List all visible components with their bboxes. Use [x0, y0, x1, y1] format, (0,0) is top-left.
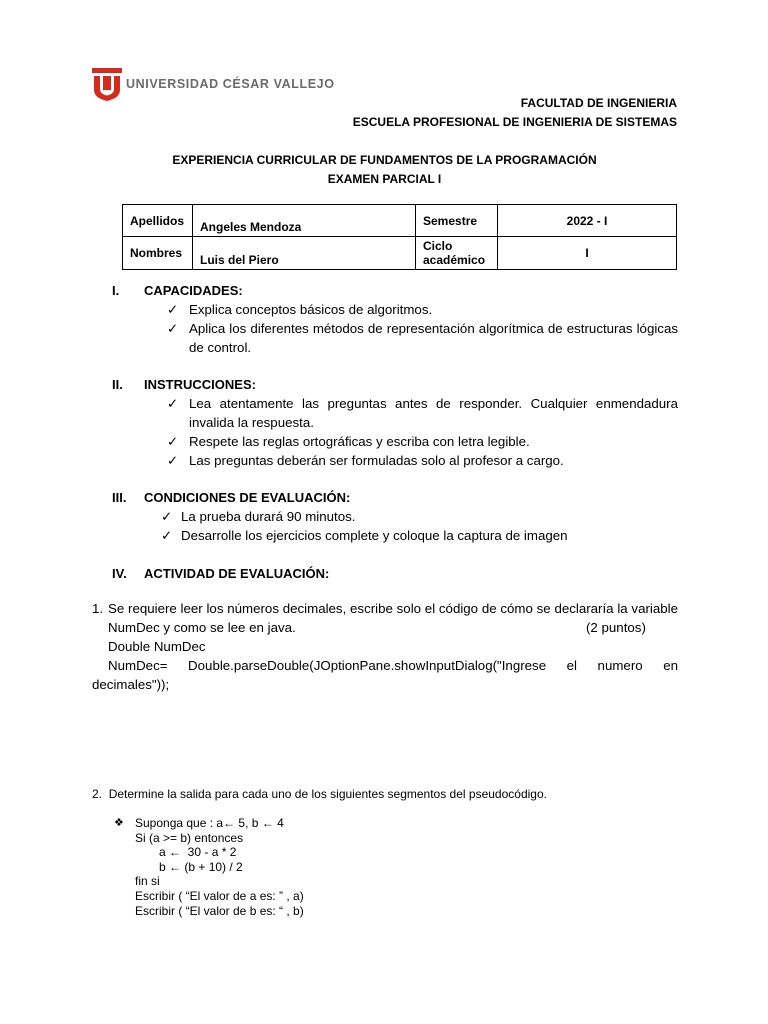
code-line: Si (a >= b) entonces	[135, 830, 244, 845]
apellidos-label: Apellidos	[123, 205, 193, 237]
apellidos-value: Angeles Mendoza	[193, 205, 416, 237]
list-item: ✓ La prueba durará 90 minutos.	[161, 509, 356, 524]
question-number: 1.	[92, 601, 104, 616]
semestre-label: Semestre	[416, 205, 498, 237]
checkmark-icon: ✓	[167, 302, 179, 317]
answer-line-1: Double NumDec	[108, 639, 206, 654]
section-heading: III. CONDICIONES DE EVALUACIÓN:	[112, 490, 351, 505]
section-heading: IV. ACTIVIDAD DE EVALUACIÓN:	[112, 566, 330, 581]
checkmark-icon: ✓	[167, 434, 179, 449]
code-line: fin si	[135, 874, 160, 889]
student-info-table	[122, 204, 677, 270]
checkmark-icon: ✓	[161, 509, 173, 524]
diamond-bullet-icon: ❖	[114, 817, 124, 829]
nombres-value: Luis del Piero	[193, 237, 416, 270]
code-line: Suponga que : a← 5, b ← 4	[135, 816, 284, 830]
code-line: Escribir ( “El valor de b es: “ , b)	[135, 903, 304, 918]
list-item: ✓ Aplica los diferentes métodos de representación algorítmica de estructuras lógicas de control.	[167, 321, 678, 355]
faculty-title: FACULTAD DE INGENIERIA	[520, 96, 677, 110]
ciclo-label: Ciclo académico	[416, 237, 498, 270]
nombres-label: Nombres	[123, 237, 193, 270]
question-text: Se requiere leer los números decimales, escribe solo el código de cómo se declararía la variable NumDec y como se lee en java.	[108, 601, 678, 635]
ciclo-value: I	[498, 237, 677, 270]
list-item: ✓ Desarrolle los ejercicios complete y coloque la captura de imagen	[161, 528, 568, 543]
checkmark-icon: ✓	[167, 453, 179, 468]
question-2	[92, 787, 547, 801]
table-row	[123, 237, 677, 270]
exam-title: EXAMEN PARCIAL I	[327, 172, 442, 186]
code-line: Escribir ( “El valor de a es: ” , a)	[135, 888, 304, 903]
list-item: ✓ Lea atentamente las preguntas antes de responder. Cualquier enmendadura invalida la respuesta.	[167, 396, 678, 430]
school-title: ESCUELA PROFESIONAL DE INGENIERIA DE SISTEMAS	[352, 115, 677, 129]
section-heading: I. CAPACIDADES:	[112, 283, 243, 298]
list-item: ✓ Las preguntas deberán ser formuladas solo al profesor a cargo.	[167, 453, 564, 468]
question-number: 2.	[92, 787, 103, 801]
code-line: a ← 30 - a * 2	[159, 845, 237, 860]
university-name: UNIVERSIDAD CÉSAR VALLEJO	[126, 77, 335, 91]
table-row	[123, 205, 677, 237]
ucv-shield-icon	[92, 68, 122, 102]
pseudocode-block	[135, 816, 304, 918]
checkmark-icon: ✓	[167, 321, 179, 336]
answer-line-2: NumDec= Double.parseDouble(JOptionPane.showInputDialog("Ingrese el numero en decimales"));	[92, 658, 678, 692]
question-points: (2 puntos)	[586, 620, 646, 635]
semestre-value: 2022 - I	[498, 205, 677, 237]
checkmark-icon: ✓	[161, 528, 173, 543]
list-item: ✓ Respete las reglas ortográficas y escriba con letra legible.	[167, 434, 530, 449]
list-item: ✓ Explica conceptos básicos de algoritmos.	[167, 302, 433, 317]
checkmark-icon: ✓	[167, 396, 179, 411]
code-line: b ← (b + 10) / 2	[159, 859, 243, 874]
section-heading: II. INSTRUCCIONES:	[112, 377, 256, 392]
question-text: Determine la salida para cada uno de los siguientes segmentos del pseudocódigo.	[108, 787, 547, 801]
course-title: EXPERIENCIA CURRICULAR DE FUNDAMENTOS DE LA PROGRAMACIÓN	[172, 153, 597, 167]
